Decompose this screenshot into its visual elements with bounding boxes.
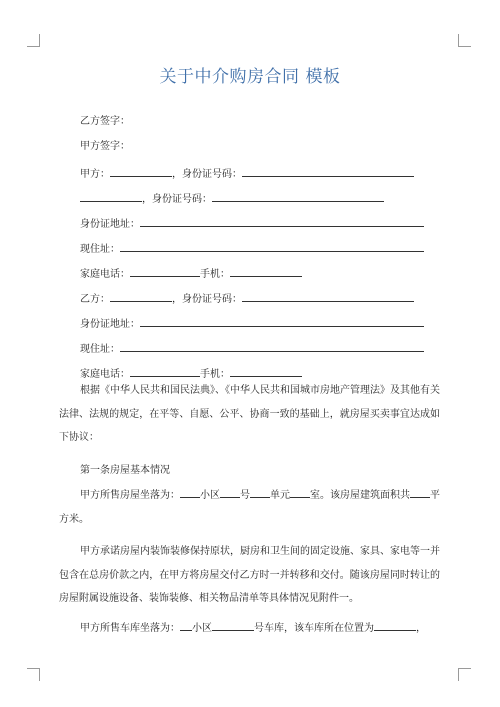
party-b-mobile-label: 手机： (200, 369, 230, 380)
party-b-id-blank[interactable] (242, 290, 414, 302)
party-a-id-address-label: 身份证地址： (80, 219, 140, 230)
document-title: 关于中介购房合同 模板 (159, 67, 341, 87)
party-a-address-line (80, 240, 432, 257)
party-a-label: 甲方： (80, 169, 110, 180)
district-blank[interactable] (180, 486, 200, 498)
party-a-address-blank[interactable] (120, 240, 424, 252)
article-1-garage-paragraph (59, 617, 440, 641)
party-a-name-blank[interactable] (110, 165, 172, 177)
party-b-home-phone-label: 家庭电话： (80, 369, 130, 380)
party-a-home-phone-blank[interactable] (130, 265, 200, 277)
district-label: 小区 (200, 490, 220, 501)
party-b-address-label: 现住址： (80, 344, 120, 355)
crop-mark-top-right (458, 34, 471, 47)
article-1-location-paragraph (59, 484, 440, 531)
party-a-id-label: ，身份证号码： (172, 169, 242, 180)
party-a-id-blank[interactable] (242, 165, 414, 177)
party-a-id-address-line (80, 215, 432, 232)
crop-mark-top-left (27, 34, 40, 47)
article-1-heading (80, 464, 432, 478)
room-blank[interactable] (290, 486, 310, 498)
party-a-home-phone-label: 家庭电话： (80, 269, 130, 280)
party-a-id-address-blank[interactable] (140, 215, 424, 227)
building-number-label: 号 (240, 490, 250, 501)
party-b-id-label: ，身份证号码： (172, 294, 242, 305)
area-blank[interactable] (410, 486, 430, 498)
party-b-id-address-line (80, 315, 432, 332)
garage-district-label: 小区 (192, 623, 212, 634)
party-a-name-line (80, 165, 432, 182)
party-a-mobile-label: 手机： (200, 269, 230, 280)
party-b-name-blank[interactable] (110, 290, 172, 302)
party-b-signature-label: 乙方签字： (80, 116, 130, 127)
party-b-id-address-blank[interactable] (140, 315, 424, 327)
party-a-co-owner-line (80, 190, 432, 207)
garage-trailing-comma: ， (416, 623, 426, 634)
party-b-home-phone-blank[interactable] (130, 365, 200, 377)
garage-position-blank[interactable] (374, 619, 416, 631)
party-b-signature-line (80, 115, 432, 129)
party-a-co-owner-id-label: ，身份证号码： (142, 194, 212, 205)
party-b-name-line (80, 290, 432, 307)
article-1-heading-text: 第一条房屋基本情况 (80, 465, 170, 476)
party-a-co-owner-name-blank[interactable] (80, 190, 142, 202)
party-a-signature-label: 甲方签字： (80, 141, 130, 152)
party-b-address-blank[interactable] (120, 340, 424, 352)
party-b-id-address-label: 身份证地址： (80, 319, 140, 330)
garage-district-blank[interactable] (180, 619, 192, 631)
party-b-address-line (80, 340, 432, 357)
crop-mark-bottom-left (27, 668, 40, 681)
area-label: 室。该房屋建筑面积共 (310, 490, 410, 501)
article-1-fixtures-paragraph: 甲方承诺房屋内装饰装修保持原状，厨房和卫生间的固定设施、家具、家电等一并包含在总房价款之内，在甲方将房屋交付乙方时一并转移和交付。随该房屋同时转让的房屋附属设施设备、装饰装修、相关物品清单等具体情况见附件一。 (59, 546, 440, 604)
party-b-mobile-blank[interactable] (230, 365, 302, 377)
garage-number-blank[interactable] (212, 619, 254, 631)
party-b-label: 乙方： (80, 294, 110, 305)
party-a-address-label: 现住址： (80, 244, 120, 255)
party-a-phone-line (80, 265, 432, 282)
garage-location-label: 甲方所售车库坐落为： (80, 623, 180, 634)
building-number-blank[interactable] (220, 486, 240, 498)
unit-blank[interactable] (250, 486, 270, 498)
area-unit: 平方米。 (59, 490, 440, 525)
preamble-paragraph: 根据《中华人民共和国民法典》、《中华人民共和国城市房地产管理法》及其他有关法律、法规的规定，在平等、自愿、公平、协商一致的基础上，就房屋买卖事宜达成如下协议： (59, 385, 440, 443)
unit-label: 单元 (270, 490, 290, 501)
crop-mark-bottom-right (458, 668, 471, 681)
garage-position-label: 号车库，该车库所在位置为 (254, 623, 374, 634)
party-a-co-owner-id-blank[interactable] (212, 190, 384, 202)
party-a-mobile-blank[interactable] (230, 265, 302, 277)
location-label: 甲方所售房屋坐落为： (80, 490, 180, 501)
party-a-signature-line (80, 140, 432, 154)
